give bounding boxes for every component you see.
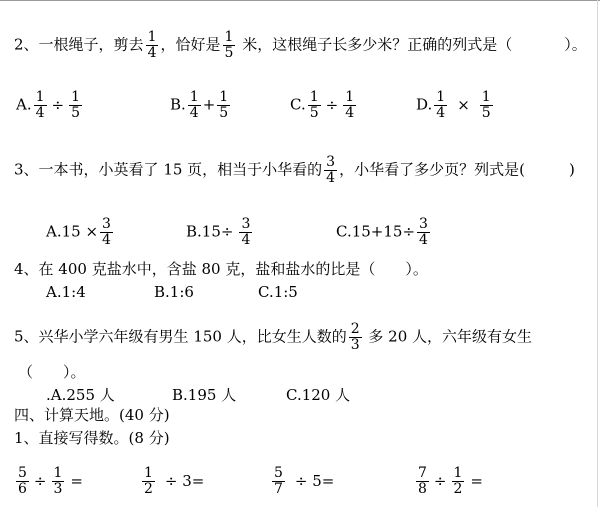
calc-item-4: $\frac{7}{8}$ ÷ $\frac{1}{2}$ = [418, 465, 483, 497]
option-2a: A. $\frac{1}{4}$ ÷ $\frac{1}{5}$ [16, 89, 81, 121]
option-3b: B.15÷ $\frac{3}{4}$ [186, 216, 251, 248]
question-4: 4、在 400 克盐水中，含盐 80 克，盐和盐水的比是（ ）。 [14, 260, 428, 278]
option-5a: .A.255 人 [46, 386, 115, 404]
option-4b: B.1:6 [154, 283, 194, 301]
question-number: 2、 [14, 35, 39, 54]
question-text: ）。 [564, 35, 587, 54]
question-text: ，恰好是 [160, 35, 221, 54]
fraction: $\frac{1}{5}$ [224, 29, 234, 61]
option-5b: B.195 人 [172, 386, 237, 404]
option-4c: C.1:5 [258, 283, 298, 301]
option-5c: C.120 人 [286, 386, 351, 404]
fraction: $\frac{1}{4}$ [147, 29, 157, 61]
option-4a: A.1:4 [46, 283, 86, 301]
question-3 [14, 155, 575, 186]
fraction: $\frac{2}{3}$ [350, 321, 360, 353]
option-3c: C.15+15÷ $\frac{3}{4}$ [336, 216, 428, 248]
question-text: 多 20 人，六年级有女生 [363, 327, 533, 346]
calc-item-3: $\frac{5}{7}$ ÷ 5= [274, 465, 335, 497]
option-2c: C. $\frac{1}{5}$ ÷ $\frac{1}{4}$ [290, 89, 355, 121]
section-title: 四、计算天地。(40 分) [14, 406, 170, 424]
question-text: 一本书，小英看了 15 页，相当于小华看的 [38, 160, 323, 179]
question-2 [14, 30, 587, 61]
answer-paren-5: （ ）。 [18, 363, 86, 381]
right-border [597, 0, 598, 507]
question-text: 5、兴华小学六年级有男生 150 人，比女生人数的 [14, 327, 347, 346]
option-2b: B. $\frac{1}{4}$ + $\frac{1}{5}$ [170, 89, 229, 121]
calc-item-2: $\frac{1}{2}$ ÷ 3= [144, 465, 205, 497]
question-text: 米，这根绳子长多少米？正确的列式是（ [237, 35, 513, 54]
calc-item-1: $\frac{5}{6}$ ÷ $\frac{1}{3}$ = [18, 465, 83, 497]
question-text: ，小华看了多少页？列式是( [339, 160, 525, 179]
top-border [0, 0, 600, 1]
fraction: $\frac{3}{4}$ [326, 154, 336, 186]
question-number: 3、 [14, 160, 39, 179]
option-3a: A.15 × $\frac{3}{4}$ [46, 216, 111, 248]
option-2d: D. $\frac{1}{4}$ × $\frac{1}{5}$ [416, 89, 491, 121]
question-5 [14, 322, 532, 353]
question-text: 一根绳子，剪去 [38, 35, 144, 54]
section-subtitle: 1、直接写得数。(8 分) [14, 429, 170, 447]
question-text: ) [568, 160, 575, 179]
